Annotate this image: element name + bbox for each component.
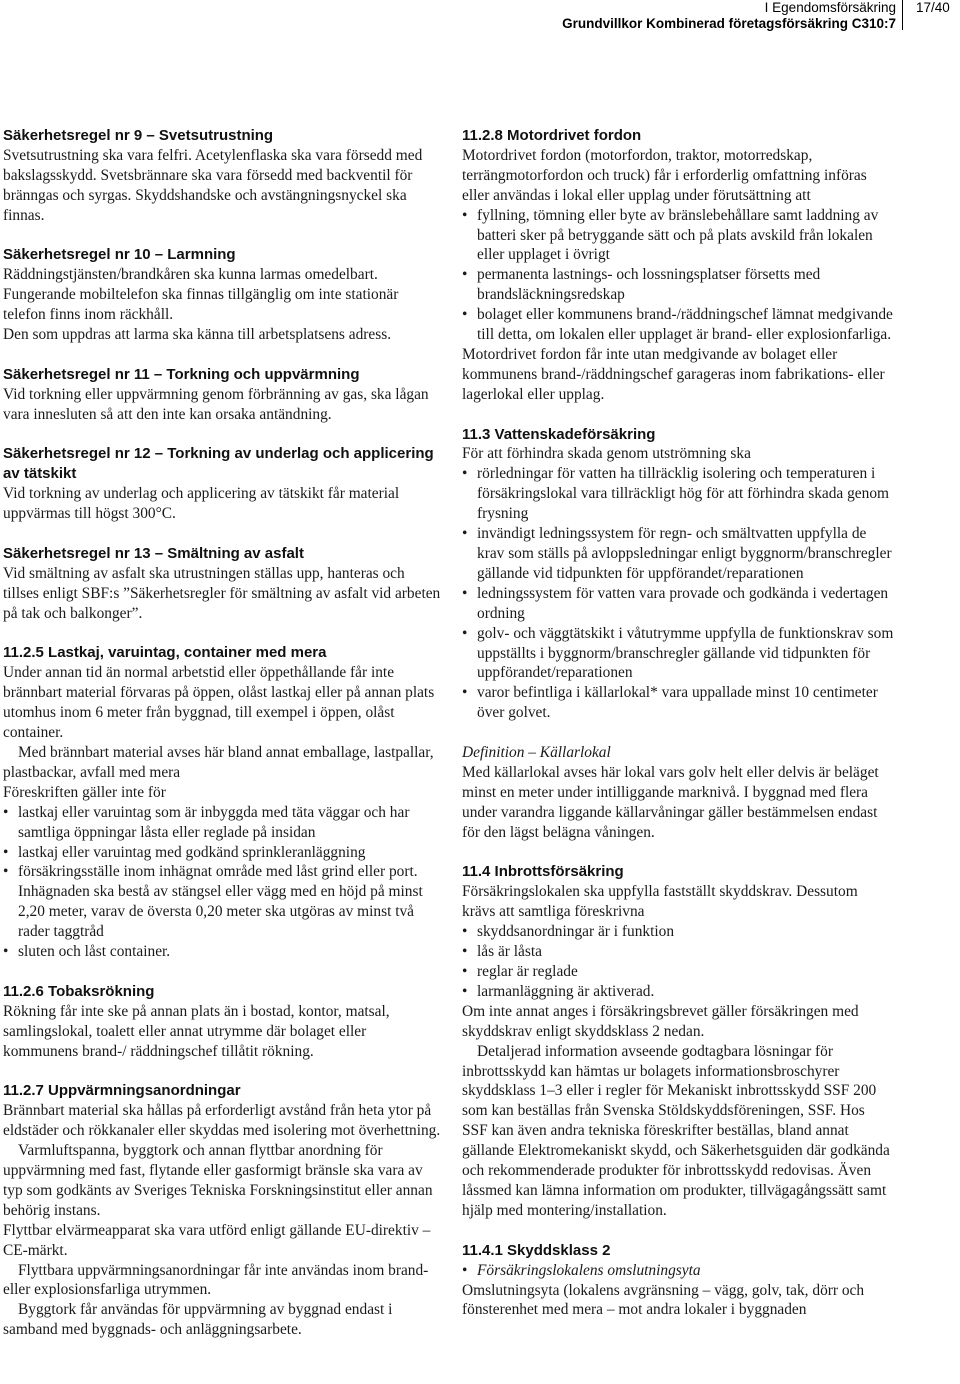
section-heading: 11.2.6 Tobaksrökning xyxy=(3,982,155,1000)
page-header xyxy=(0,0,960,44)
bullet-icon: • xyxy=(3,843,9,861)
bullet-icon: • xyxy=(462,1261,468,1279)
list-item-text: invändigt ledningssystem för regn- och smältvatten uppfylla de krav som ställs på avloppsledningar enligt byggnorm/branschregler gällande vid tidpunkten för uppförandet/reparationen xyxy=(477,525,892,582)
list-item-text: rörledningar för vatten ha tillräcklig isolering och temperaturen i försäkringslokal vara tillräckligt hög för att förhindra skada genom frysning xyxy=(477,465,890,523)
paragraph: Fungerande mobiltelefon ska finnas tillgänglig om inte stationär telefon finns inom räckhåll. xyxy=(3,286,399,324)
paragraph: För att förhindra skada genom utströmning ska xyxy=(462,445,751,463)
list-item-text: ledningssystem för vatten vara provade och godkända i vedertagen ordning xyxy=(477,584,889,622)
section-safety-rule-12 xyxy=(3,444,443,524)
section-11-2-5 xyxy=(3,643,443,962)
section-11-4 xyxy=(462,862,894,1220)
list-item xyxy=(3,862,443,942)
bullet-icon: • xyxy=(462,923,468,941)
paragraph: Varmluftspanna, byggtork och annan flyttbar anordning för uppvärmning med fast, flytande eller gasformigt bränsle ska vara av typ som godkänts av Sveriges Tekniska Forskningsinstitut eller annan behörig instans. xyxy=(3,1142,433,1219)
list-item xyxy=(462,464,894,524)
list-item xyxy=(3,843,443,863)
paragraph: Vid torkning av underlag och applicering av tätskikt får material uppvärmas till högst 300°C. xyxy=(3,485,400,523)
list-item xyxy=(462,982,894,1002)
section-heading: Säkerhetsregel nr 10 – Larmning xyxy=(3,246,236,264)
paragraph: Med källarlokal avses här lokal vars golv helt eller delvis är beläget minst en meter under intilliggande marknivå. I byggnad med flera under varandra liggande källarvåningar gäller bestämmelsen endast för den lägst belägna våningen. xyxy=(462,763,879,841)
section-heading: 11.2.8 Motordrivet fordon xyxy=(462,127,642,144)
bullet-icon: • xyxy=(462,624,468,642)
section-11-2-7 xyxy=(3,1081,443,1340)
list-item-text: reglar är reglade xyxy=(477,963,578,981)
paragraph: Flyttbara uppvärmningsanordningar får inte användas inom brand- eller explosionsfarliga utrymmen. xyxy=(3,1261,429,1299)
header-titles xyxy=(562,0,896,32)
paragraph: Den som uppdras att larma ska känna till arbetsplatsens adress. xyxy=(3,326,392,344)
list-item xyxy=(462,942,894,962)
list-item-text: skyddsanordningar är i funktion xyxy=(477,923,675,941)
section-safety-rule-11 xyxy=(3,365,443,425)
list-item-text: Försäkringslokalens omslutningsyta xyxy=(477,1261,701,1279)
list-item xyxy=(462,524,894,584)
section-heading: Säkerhetsregel nr 9 – Svetsutrustning xyxy=(3,127,274,144)
bullet-icon: • xyxy=(3,803,9,821)
list-item-text: lastkaj eller varuintag som är inbyggda med täta väggar och har samtliga öppningar låsta eller reglade på insidan xyxy=(18,803,410,841)
section-11-3 xyxy=(462,425,894,724)
section-heading: 11.2.7 Uppvärmningsanordningar xyxy=(3,1082,241,1100)
bullet-icon: • xyxy=(462,206,468,224)
list-item-text: bolaget eller kommunens brand-/räddningschef lämnat medgivande till detta, om lokalen eller upplaget är brand- eller explosionfarliga. xyxy=(477,306,893,344)
section-heading: 11.4.1 Skyddsklass 2 xyxy=(462,1241,611,1259)
list-item xyxy=(462,265,894,305)
paragraph: Med brännbart material avses här bland annat emballage, lastpallar, plastbackar, avfall med mera xyxy=(3,744,434,781)
header-document-title: Grundvillkor Kombinerad företagsförsäkring C310:7 xyxy=(562,16,896,31)
list-item xyxy=(462,1261,894,1281)
header-category: I Egendomsförsäkring xyxy=(764,0,896,15)
paragraph: Föreskriften gäller inte för xyxy=(3,783,166,801)
section-heading: 11.2.5 Lastkaj, varuintag, container med mera xyxy=(3,644,327,662)
right-column xyxy=(462,126,894,1340)
paragraph: Byggtork får användas för uppvärmning av byggnad endast i samband med byggnads- och anläggningsarbete. xyxy=(3,1301,393,1339)
bullet-icon: • xyxy=(3,943,9,961)
bullet-icon: • xyxy=(462,306,468,324)
list-item xyxy=(3,942,443,962)
bullet-list xyxy=(3,803,443,962)
bullet-icon: • xyxy=(462,684,468,702)
bullet-icon: • xyxy=(3,863,9,881)
section-heading: 11.3 Vattenskadeförsäkring xyxy=(462,425,656,443)
paragraph: Omslutningsyta (lokalens avgränsning – vägg, golv, tak, dörr och fönsterenhet med mera – mot andra lokaler i byggnaden xyxy=(462,1281,865,1319)
bullet-icon: • xyxy=(462,465,468,483)
paragraph: Motordrivet fordon får inte utan medgivande av bolaget eller kommunens brand-/räddningschef garageras inom fabrikations- eller lagerlokal eller upplag. xyxy=(462,345,885,403)
paragraph: Vid smältning av asfalt ska utrustningen ställas upp, hanteras och tillses enligt SBF:s ”Säkerhetsregler för smältning av asfalt vid arbeten på tak och balkonger”. xyxy=(3,564,441,622)
page-number: 17/40 xyxy=(916,0,950,15)
section-safety-rule-10 xyxy=(3,245,443,345)
list-item xyxy=(462,305,894,345)
paragraph: Motordrivet fordon (motorfordon, traktor, motorredskap, terrängmotorfordon och truck) får i erforderlig omfattning införas eller användas i lokal eller upplag under förutsättning att xyxy=(462,146,867,204)
section-heading: Säkerhetsregel nr 12 – Torkning av underlag och applicering av tätskikt xyxy=(3,445,434,483)
bullet-icon: • xyxy=(462,963,468,981)
section-safety-rule-9 xyxy=(3,126,443,226)
paragraph: Brännbart material ska hållas på erforderligt avstånd från heta ytor på eldstäder och rökkanaler eller skyddas med isolering mot överhettning. xyxy=(3,1102,441,1140)
list-item xyxy=(3,803,443,843)
definition-heading: Definition – Källarlokal xyxy=(462,744,611,762)
bullet-list xyxy=(462,464,894,723)
paragraph: Vid torkning eller uppvärmning genom förbränning av gas, ska lågan vara innesluten så att den inte kan orsaka antändning. xyxy=(3,385,429,423)
section-safety-rule-13 xyxy=(3,544,443,624)
list-item xyxy=(462,962,894,982)
paragraph: Under annan tid än normal arbetstid eller öppethållande får inte brännbart material förvaras på öppen, olåst lastkaj eller på annan plats utomhus inom 6 meter från byggnad, till exempel i öppen, olåst container. xyxy=(3,664,435,742)
list-item-text: permanenta lastnings- och lossningsplatser försetts med brandsläckningsredskap xyxy=(477,266,821,304)
list-item xyxy=(462,922,894,942)
paragraph: Räddningstjänsten/brandkåren ska kunna larmas omedelbart. xyxy=(3,266,378,284)
list-item-text: sluten och låst container. xyxy=(18,943,171,961)
list-item-text: försäkringsställe inom inhägnat område med låst grind eller port. Inhägnaden ska bestå av stängsel eller vägg med en höjd på minst 2,20 meter, varav de översta 0,20 meter ska utgöras av minst två rader taggtråd xyxy=(18,863,423,941)
section-11-2-6 xyxy=(3,982,443,1062)
list-item xyxy=(462,584,894,624)
list-item-text: larmanläggning är aktiverad. xyxy=(477,982,655,1000)
bullet-icon: • xyxy=(462,266,468,284)
list-item-text: lås är låsta xyxy=(477,943,542,961)
list-item xyxy=(462,683,894,723)
bullet-icon: • xyxy=(462,982,468,1000)
section-heading: Säkerhetsregel nr 11 – Torkning och uppvärmning xyxy=(3,365,360,383)
section-11-2-8 xyxy=(462,126,894,405)
paragraph: Försäkringslokalen ska uppfylla fastställt skyddskrav. Dessutom krävs att samtliga föreskrivna xyxy=(462,883,858,921)
bullet-list xyxy=(462,206,894,345)
paragraph: Rökning får inte ske på annan plats än i bostad, kontor, matsal, samlingslokal, toalett eller annat utrymme där bolaget eller kommunens brand-/ räddningschef tillåtit rökning. xyxy=(3,1002,390,1060)
bullet-list xyxy=(462,1261,894,1281)
list-item-text: golv- och väggtätskikt i våtutrymme uppfylla de funktionskrav som uppställts i byggnorm/branschregler gällande vid tidpunkten för uppförandet/reparationen xyxy=(477,624,894,682)
bullet-icon: • xyxy=(462,525,468,543)
list-item-text: lastkaj eller varuintag med godkänd sprinkleranläggning xyxy=(18,843,366,861)
paragraph: Om inte annat anges i försäkringsbrevet gäller försäkringen med skyddskrav enligt skyddsklass 2 nedan. xyxy=(462,1002,859,1040)
header-divider xyxy=(902,0,903,30)
list-item-text: fyllning, tömning eller byte av bränslebehållare samt laddning av batteri sker på betryggande sätt och på plats avskild från lokalen eller upplaget i övrigt xyxy=(477,206,879,264)
bullet-icon: • xyxy=(462,943,468,961)
bullet-icon: • xyxy=(462,584,468,602)
section-heading: 11.4 Inbrottsförsäkring xyxy=(462,863,624,881)
paragraph: Svetsutrustning ska vara felfri. Acetylenflaska ska vara försedd med bakslagsskydd. Svetsbrännare ska vara försedd med backventil för bränngas och syrgas. Skyddshandske och avstängningsnyckel ska finnas. xyxy=(3,146,423,224)
paragraph: Detaljerad information avseende godtagbara lösningar för inbrottsskydd kan hämtas ur bolagets informationsbroschyrer skyddsklass 1–3 eller i regler för Mekaniskt inbrottsskydd SSF 200 som kan beställas från Svenska Stöldskyddsföreningen, SSF. Hos SSF kan även andra tekniska föreskrifter beställas, bland annat gällande Elektromekaniskt skydd, och Säkerhetsguiden där godkända och rekommenderade produkter för inbrottsskydd redovisas. Även låssmed kan lämna information om produkter, tillvägagångssätt samt hjälp med montering/installation. xyxy=(462,1042,890,1219)
section-definition-cellar xyxy=(462,743,894,843)
section-11-4-1 xyxy=(462,1241,894,1321)
list-item xyxy=(462,206,894,266)
paragraph: Flyttbar elvärmeapparat ska vara utförd enligt gällande EU-direktiv – CE-märkt. xyxy=(3,1221,431,1259)
list-item-text: varor befintliga i källarlokal* vara uppallade minst 10 centimeter över golvet. xyxy=(477,684,878,722)
list-item xyxy=(462,624,894,684)
bullet-list xyxy=(462,922,894,1002)
left-column xyxy=(3,126,443,1360)
section-heading: Säkerhetsregel nr 13 – Smältning av asfalt xyxy=(3,544,304,562)
